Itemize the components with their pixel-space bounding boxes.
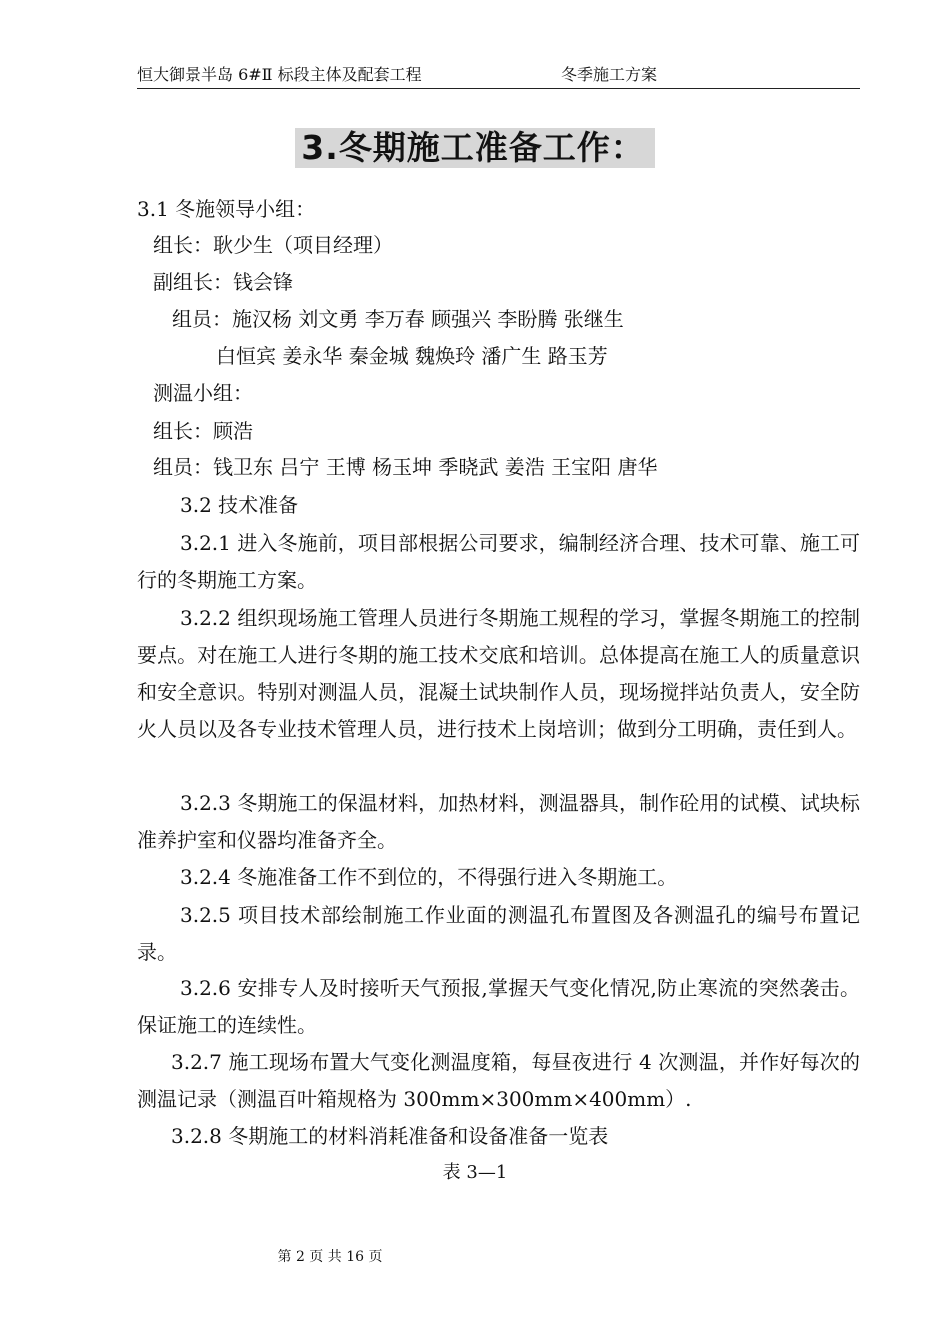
- paragraph-3-2-8: 3.2.8 冬期施工的材料消耗准备和设备准备一览表: [171, 1124, 609, 1148]
- temp-members-line: 组员：钱卫东 吕宁 王博 杨玉坤 季晓武 姜浩 王宝阳 唐华: [153, 455, 658, 479]
- members-line-2: 白恒宾 姜永华 秦金城 魏焕玲 潘广生 路玉芳: [216, 344, 608, 368]
- section-title-block: [0, 128, 950, 168]
- paragraph-3-2-6: 3.2.6 安排专人及时接听天气预报,掌握天气变化情况,防止寒流的突然袭击。保证施工的连续性。: [137, 976, 860, 1037]
- section-3-2-heading: 3.2 技术准备: [180, 493, 299, 517]
- page-header: [137, 64, 860, 89]
- paragraph-3-2-3: 3.2.3 冬期施工的保温材料，加热材料，测温器具，制作砼用的试模、试块标准养护室和仪器均准备齐全。: [137, 791, 860, 852]
- section-title: 3.冬期施工准备工作：: [295, 128, 655, 168]
- temp-group-heading: 测温小组：: [153, 381, 253, 405]
- paragraph-3-2-2: 3.2.2 组织现场施工管理人员进行冬期施工规程的学习，掌握冬期施工的控制要点。对在施工人进行冬期的施工技术交底和培训。总体提高在施工人的质量意识和安全意识。特别对测温人员，混凝土试块制作人员，现场搅拌站负责人，安全防火人员以及各专业技术管理人员，进行技术上岗培训；做到分工明确，责任到人。: [137, 606, 860, 741]
- header-doc-title: 冬季施工方案: [561, 65, 658, 84]
- paragraph-3-2-5: 3.2.5 项目技术部绘制施工作业面的测温孔布置图及各测温孔的编号布置记录。: [137, 903, 860, 964]
- leader-line: 组长：耿少生（项目经理）: [153, 233, 393, 257]
- header-project-name: 恒大御景半岛 6#Ⅱ 标段主体及配套工程: [137, 65, 422, 84]
- paragraph-3-2-1: 3.2.1 进入冬施前，项目部根据公司要求，编制经济合理、技术可靠、施工可行的冬期施工方案。: [137, 531, 860, 592]
- table-caption: 表 3—1: [442, 1162, 508, 1183]
- members-line-1: 组员：施汉杨 刘文勇 李万春 顾强兴 李盼腾 张继生: [172, 307, 624, 331]
- paragraph-3-2-4: 3.2.4 冬施准备工作不到位的，不得强行进入冬期施工。: [180, 865, 678, 889]
- page-footer: 第 2 页 共 16 页: [277, 1249, 383, 1265]
- temp-leader-line: 组长：顾浩: [153, 419, 253, 443]
- section-3-1-heading: 3.1 冬施领导小组：: [137, 197, 316, 221]
- deputy-line: 副组长：钱会锋: [153, 270, 293, 294]
- paragraph-3-2-7: 3.2.7 施工现场布置大气变化测温度箱，每昼夜进行 4 次测温，并作好每次的测温记录（测温百叶箱规格为 300mm×300mm×400mm）.: [137, 1050, 860, 1111]
